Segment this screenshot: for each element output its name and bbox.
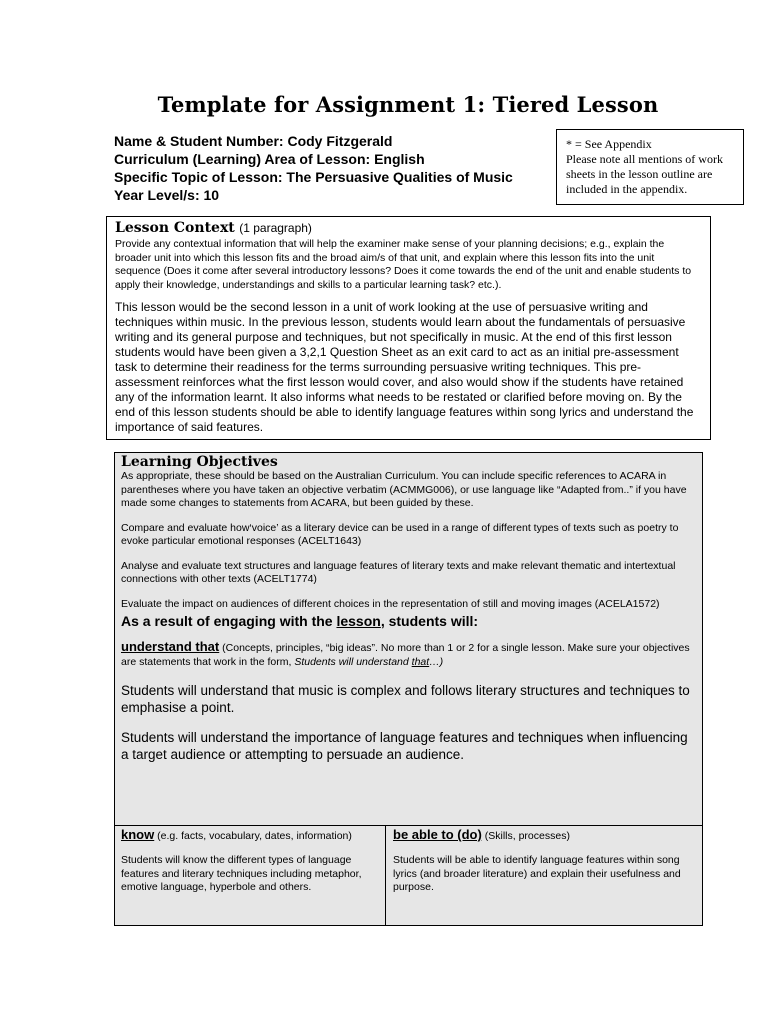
page-title: Template for Assignment 1: Tiered Lesson	[157, 92, 659, 117]
do-column	[386, 826, 702, 926]
year-level-line: Year Level/s: 10	[114, 187, 220, 203]
appendix-note-box	[556, 129, 744, 205]
curriculum-area-line: Curriculum (Learning) Area of Lesson: English	[114, 151, 425, 167]
learning-objectives-instructions: As appropriate, these should be based on the Australian Curriculum. You can include specific references to ACARA in parentheses where you have taken an objective verbatim (ACMMG006), or use language like “Adapted from..” if you have made some changes to statements from ACARA, but been guided by these.	[121, 470, 687, 509]
appendix-note-line2: Please note all mentions of work sheets in the lesson outline are included in the appendix.	[566, 152, 723, 196]
understanding-statement: Students will understand that music is complex and follows literary structures and techniques to emphasise a point.	[121, 683, 690, 715]
result-suffix: , students will:	[380, 613, 479, 629]
lesson-context-heading-note: (1 paragraph)	[239, 221, 312, 235]
understand-note: (Concepts, principles, “big ideas”. No more than 1 or 2 for a single lesson. Make sure your objectives are statements that work in the form,	[121, 642, 690, 668]
learning-objectives-section	[114, 452, 703, 926]
name-line: Name & Student Number: Cody Fitzgerald	[114, 133, 393, 149]
know-header	[121, 827, 379, 842]
result-lesson-word: lesson	[336, 613, 381, 629]
learning-objectives-heading: Learning Objectives	[121, 454, 278, 470]
do-label: be able to (do)	[393, 827, 482, 842]
objective-item: Evaluate the impact on audiences of different choices in the representation of still and moving images (ACELA1572)	[121, 597, 660, 610]
topic-line: Specific Topic of Lesson: The Persuasive Qualities of Music	[114, 169, 513, 185]
know-do-table	[115, 825, 702, 926]
objective-item: Analyse and evaluate text structures and language features of literary texts and make relevant thematic and intertextual connections with other texts (ACELT1774)	[121, 559, 676, 585]
know-label: know	[121, 827, 155, 842]
lesson-context-instructions: Provide any contextual information that will help the examiner make sense of your planning decisions; e.g., explain the broader unit into which this lesson fits and the broad aim/s of that unit, and explain where this lesson fits into the unit sequence (Does it come after several introductory lessons? Does it come towards the end of the unit and enable students to apply their knowledge, understandings and skills to a particular learning task? etc.).	[115, 238, 692, 291]
know-note: (e.g. facts, vocabulary, dates, information)	[154, 830, 352, 842]
understand-that-label: understand that	[121, 639, 220, 654]
know-body: Students will know the different types of language features and literary techniques including metaphor, emotive language, hyperbole and others.	[121, 854, 362, 893]
know-column	[115, 826, 386, 926]
understand-note-italic: Students will understand	[294, 655, 412, 668]
understanding-statement: Students will understand the importance of language features and techniques when influencing a target audience or attempting to persuade an audience.	[121, 730, 688, 762]
understand-note-end: …)	[429, 655, 444, 668]
lesson-context-body: This lesson would be the second lesson in a unit of work looking at the use of persuasive writing and techniques within music. In the previous lesson, students would learn about the fundamentals of persuasive writing and its general purpose and techniques, but not specifically in music. At the end of this first lesson students would have been given a 3,2,1 Question Sheet as an exit card to act as an initial pre-assessment task to determine their readiness for the terms surrounding persuasive writing techniques. This pre-assessment reinforces what the first lesson would cover, and also would show if the students have retained any of the information learnt. It also informs what needs to be restated or clarified before moving on. By the end of this lesson students should be able to identify language features within song lyrics and understand the importance of said features.	[115, 300, 694, 434]
do-body: Students will be able to identify language features within song lyrics (and broader literature) and explain their usefulness and purpose.	[393, 854, 681, 893]
understand-that-line	[121, 640, 696, 669]
appendix-note-line1: * = See Appendix	[566, 137, 652, 151]
do-header	[393, 827, 696, 842]
lesson-context-section	[106, 216, 711, 440]
understand-note-that: that	[411, 655, 430, 668]
result-prefix: As a result of engaging with the	[121, 613, 337, 629]
objective-item: Compare and evaluate how‘voice’ as a literary device can be used in a range of different types of texts such as poetry to evoke particular emotional responses (ACELT1643)	[121, 521, 679, 547]
student-info	[114, 132, 554, 204]
result-heading	[121, 613, 696, 629]
do-note: (Skills, processes)	[481, 830, 570, 842]
lesson-context-heading: Lesson Context	[115, 220, 235, 236]
